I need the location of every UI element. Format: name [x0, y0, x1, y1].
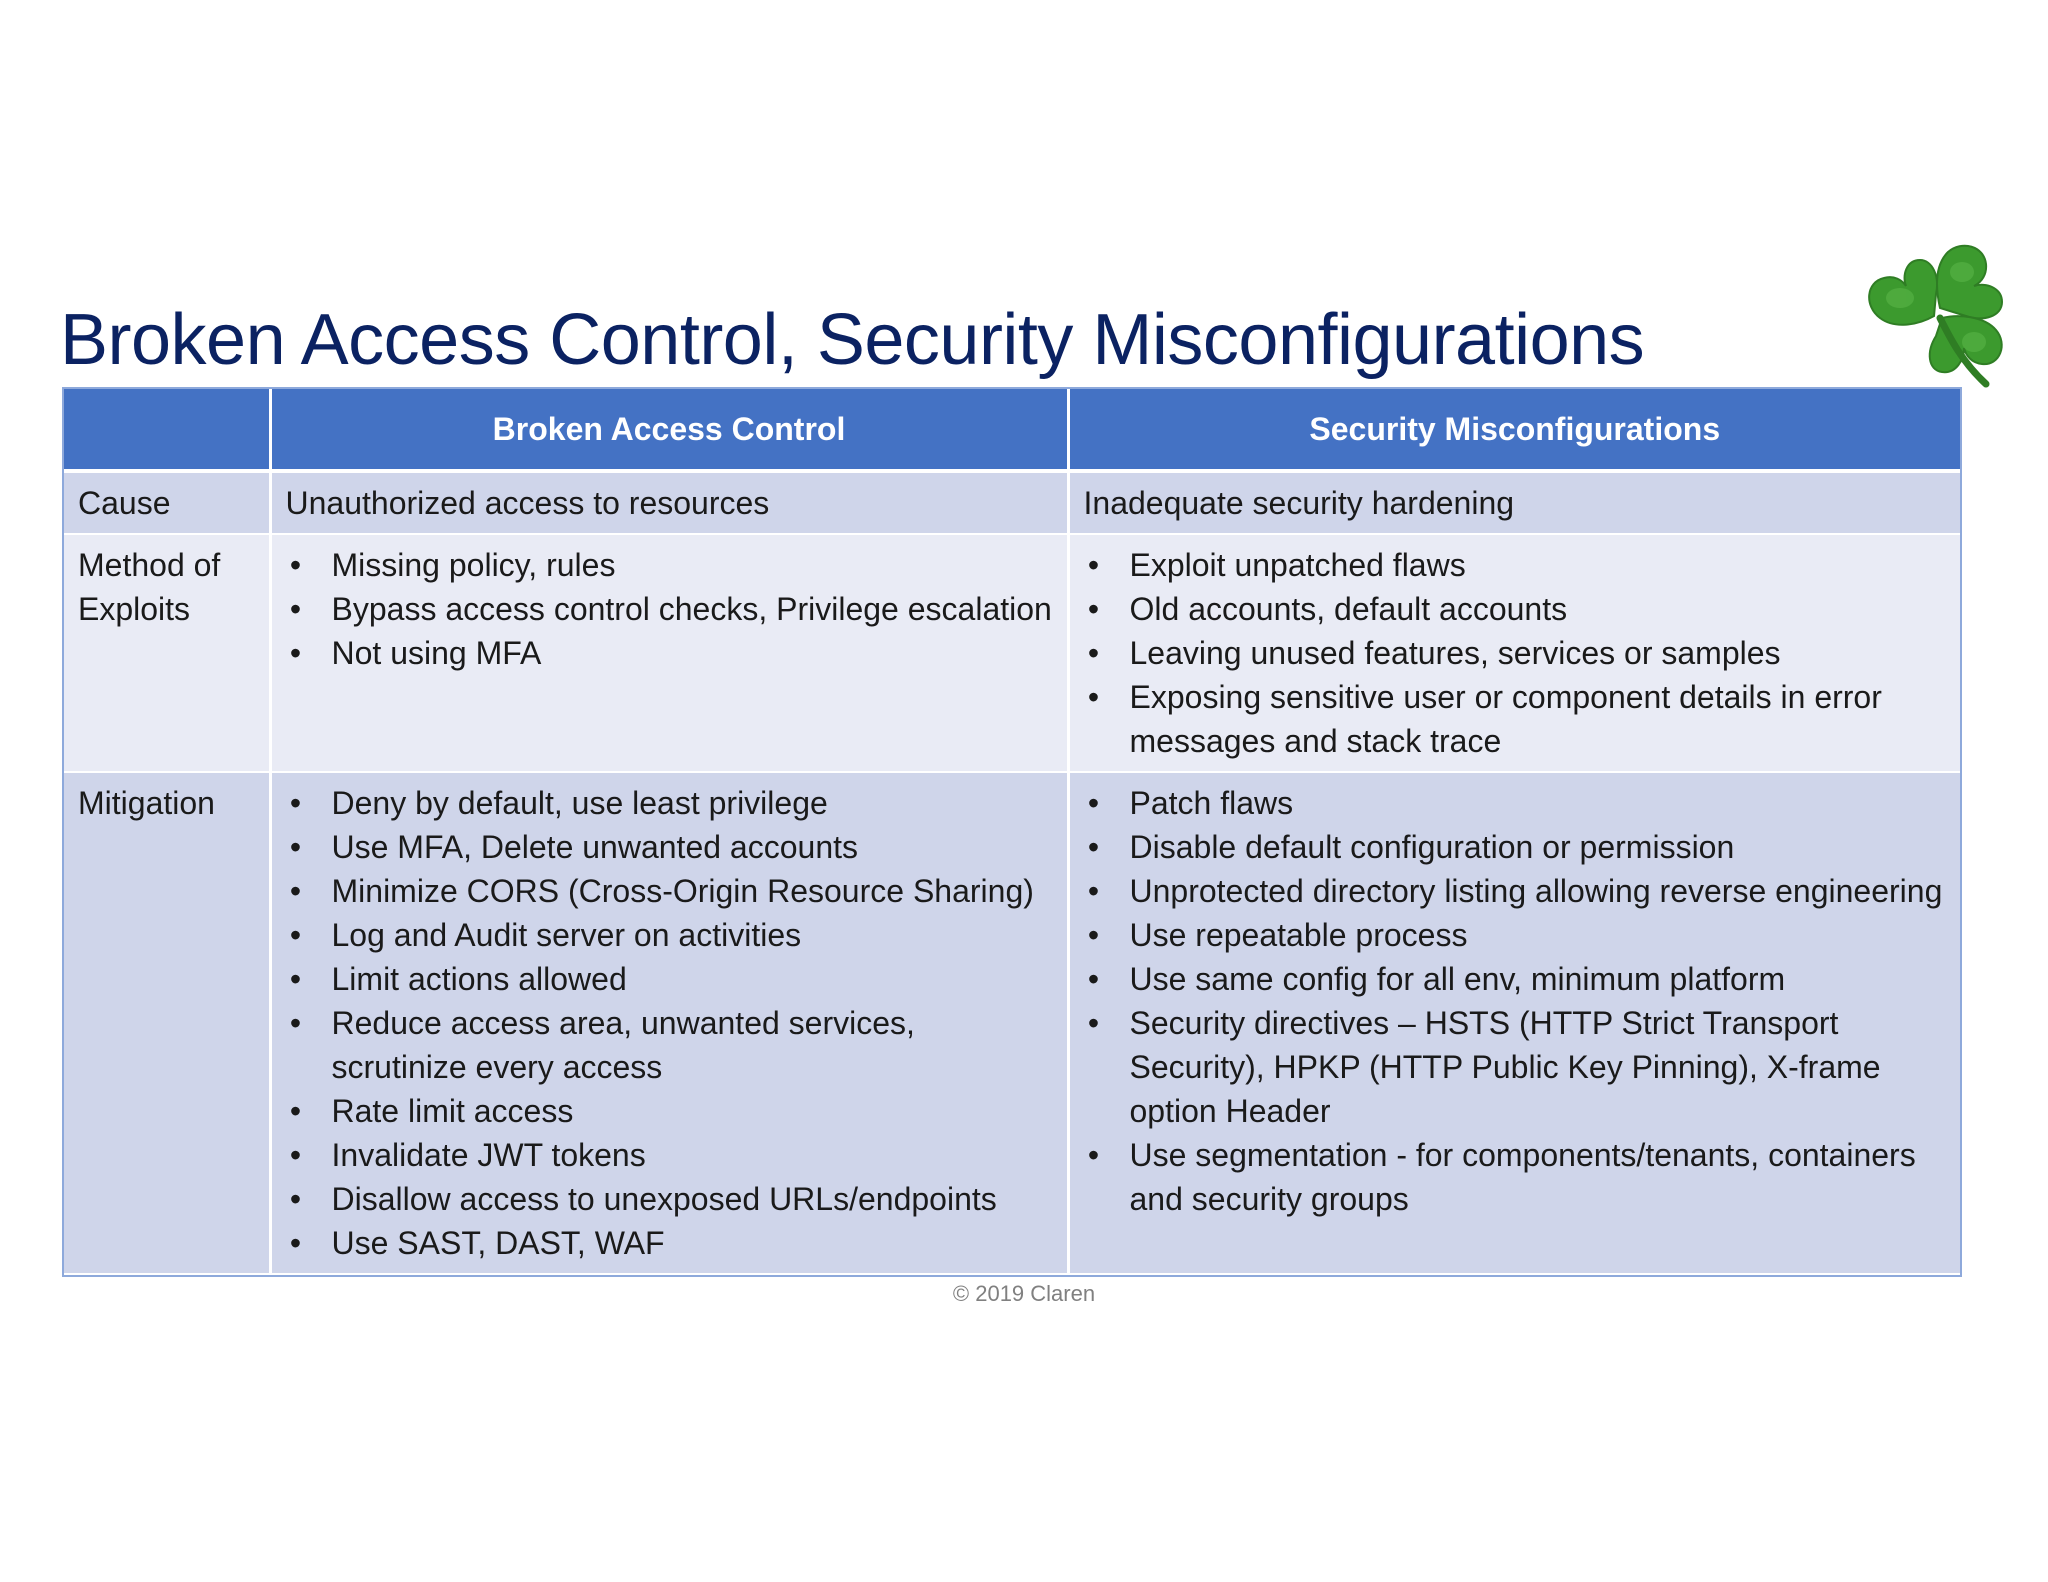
row-method-of-exploits: [64, 534, 1960, 772]
cause-security-misconfigurations: Inadequate security hardening: [1068, 471, 1960, 534]
list-item: [286, 869, 1053, 913]
row-label-text: Method of Exploits: [78, 547, 221, 627]
list-item: [286, 1221, 1053, 1265]
list-item: [286, 781, 1053, 825]
slide-title: Broken Access Control, Security Misconfigurations: [60, 300, 1645, 380]
list-item: [1084, 913, 1947, 957]
header-cell-empty: [64, 389, 270, 471]
list-item: [1084, 631, 1947, 675]
bullet-icon: •: [289, 917, 302, 953]
header-security-misconfigurations: Security Misconfigurations: [1068, 389, 1960, 471]
bullet-icon: •: [289, 1093, 302, 1129]
header-broken-access-control: Broken Access Control: [270, 389, 1068, 471]
bullet-icon: •: [289, 785, 302, 821]
shamrock-icon: [1862, 238, 2020, 388]
list-item-text: Invalidate JWT tokens: [331, 1137, 646, 1173]
list-item-text: Log and Audit server on activities: [331, 917, 802, 953]
bullet-icon: •: [289, 873, 302, 909]
list-item: [286, 631, 1053, 675]
bullet-icon: •: [289, 1137, 302, 1173]
comparison-table: [62, 387, 1962, 1277]
row-label-method-of-exploits: [64, 534, 270, 772]
bullet-icon: •: [289, 1005, 302, 1041]
list-item: [1084, 781, 1947, 825]
list-item: [1084, 825, 1947, 869]
list-item: [286, 1089, 1053, 1133]
mitigation-security-misconfigurations: [1068, 772, 1960, 1274]
list-item-text: Use same config for all env, minimum platform: [1129, 961, 1786, 997]
copyright-footer: © 2019 Claren: [952, 1281, 1096, 1306]
cause-broken-access-control: Unauthorized access to resources: [270, 471, 1068, 534]
list-item-text: Not using MFA: [331, 635, 542, 671]
bullet-icon: •: [1087, 917, 1100, 953]
bullet-icon: •: [1087, 961, 1100, 997]
list-item-text: Unprotected directory listing allowing reverse engineering: [1129, 873, 1943, 909]
bullet-list: [1084, 543, 1947, 763]
bullet-icon: •: [289, 591, 302, 627]
bullet-icon: •: [1087, 547, 1100, 583]
bullet-icon: •: [1087, 635, 1100, 671]
bullet-list: [1084, 781, 1947, 1221]
list-item: [1084, 587, 1947, 631]
row-cause: [64, 471, 1960, 534]
list-item: [286, 1177, 1053, 1221]
row-mitigation: [64, 772, 1960, 1274]
bullet-icon: •: [289, 1181, 302, 1217]
list-item-text: Use segmentation - for components/tenants, containers and security groups: [1129, 1137, 1916, 1217]
exploits-security-misconfigurations: [1068, 534, 1960, 772]
list-item: [286, 1001, 1053, 1089]
list-item-text: Use repeatable process: [1129, 917, 1468, 953]
bullet-icon: •: [289, 547, 302, 583]
bullet-icon: •: [289, 1225, 302, 1261]
bullet-icon: •: [289, 961, 302, 997]
list-item-text: Rate limit access: [331, 1093, 574, 1129]
list-item-text: Exploit unpatched flaws: [1129, 547, 1466, 583]
list-item-text: Security directives – HSTS (HTTP Strict Transport Security), HPKP (HTTP Public Key Pinning), X-frame option Header: [1129, 1005, 1881, 1129]
list-item-text: Patch flaws: [1129, 785, 1294, 821]
list-item: [1084, 1133, 1947, 1221]
list-item: [1084, 957, 1947, 1001]
bullet-list: [286, 543, 1053, 675]
bullet-icon: •: [1087, 785, 1100, 821]
list-item-text: Minimize CORS (Cross-Origin Resource Sharing): [331, 873, 1034, 909]
bullet-icon: •: [1087, 1137, 1100, 1173]
list-item-text: Missing policy, rules: [331, 547, 616, 583]
list-item: [286, 543, 1053, 587]
bullet-icon: •: [289, 829, 302, 865]
bullet-icon: •: [1087, 873, 1100, 909]
list-item: [286, 1133, 1053, 1177]
list-item-text: Disallow access to unexposed URLs/endpoints: [331, 1181, 997, 1217]
list-item: [286, 825, 1053, 869]
list-item: [286, 587, 1053, 631]
list-item: [286, 913, 1053, 957]
list-item-text: Limit actions allowed: [331, 961, 627, 997]
row-label-mitigation: Mitigation: [64, 772, 270, 1274]
list-item: [1084, 1001, 1947, 1133]
list-item: [1084, 869, 1947, 913]
list-item: [286, 957, 1053, 1001]
list-item: [1084, 675, 1947, 763]
list-item-text: Leaving unused features, services or samples: [1129, 635, 1781, 671]
list-item-text: Use SAST, DAST, WAF: [331, 1225, 665, 1261]
bullet-icon: •: [289, 635, 302, 671]
mitigation-broken-access-control: [270, 772, 1068, 1274]
bullet-icon: •: [1087, 679, 1100, 715]
list-item: [1084, 543, 1947, 587]
bullet-list: [286, 781, 1053, 1265]
list-item-text: Deny by default, use least privilege: [331, 785, 828, 821]
table-header-row: [64, 389, 1960, 471]
row-label-cause: Cause: [64, 471, 270, 534]
exploits-broken-access-control: [270, 534, 1068, 772]
list-item-text: Reduce access area, unwanted services, scrutinize every access: [331, 1005, 915, 1085]
list-item-text: Use MFA, Delete unwanted accounts: [331, 829, 858, 865]
bullet-icon: •: [1087, 591, 1100, 627]
bullet-icon: •: [1087, 1005, 1100, 1041]
bullet-icon: •: [1087, 829, 1100, 865]
list-item-text: Bypass access control checks, Privilege escalation: [331, 591, 1052, 627]
list-item-text: Old accounts, default accounts: [1129, 591, 1568, 627]
list-item-text: Exposing sensitive user or component details in error messages and stack trace: [1129, 679, 1882, 759]
list-item-text: Disable default configuration or permission: [1129, 829, 1735, 865]
